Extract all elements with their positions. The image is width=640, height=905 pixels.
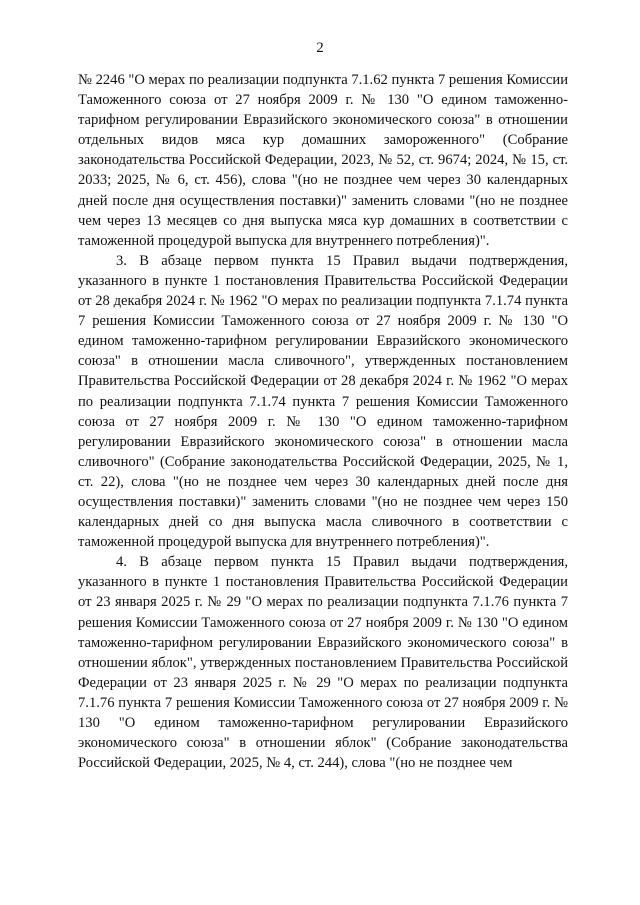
document-body bbox=[78, 70, 568, 773]
paragraph-item-3: 3. В абзаце первом пункта 15 Правил выдачи подтверждения, указанного в пункте 1 постановления Правительства Российской Федерации от 28 декабря 2024 г. № 1962 "О мерах по реализации подпункта 7.1.74 пункта 7 решения Комиссии Таможенного союза от 27 ноября 2009 г. № 130 "О едином таможенно-тарифном регулировании Евразийского экономического союза" в отношении масла сливочного", утвержденных постановлением Правительства Российской Федерации от 28 декабря 2024 г. № 1962 "О мерах по реализации подпункта 7.1.74 пункта 7 решения Комиссии Таможенного союза от 27 ноября 2009 г. № 130 "О едином таможенно-тарифном регулировании Евразийского экономического союза" в отношении масла сливочного" (Собрание законодательства Российской Федерации, 2025, № 1, ст. 22), слова "(но не позднее чем через 30 календарных дней после дня осуществления поставки)" заменить словами "(но не позднее чем через 150 календарных дней со дня выпуска масла сливочного в соответствии с таможенной процедурой выпуска для внутреннего потребления)". bbox=[78, 252, 568, 551]
paragraph-continuation: № 2246 "О мерах по реализации подпункта 7.1.62 пункта 7 решения Комиссии Таможенного союза от 27 ноября 2009 г. № 130 "О едином таможенно-тарифном регулировании Евразийского экономического союза" в отношении отдельных видов мяса кур домашних замороженного" (Собрание законодательства Российской Федерации, 2023, № 52, ст. 9674; 2024, № 15, ст. 2033; 2025, № 6, ст. 456), слова "(но не позднее чем через 30 календарных дней после дня осуществления поставки)" заменить словами "(но не позднее чем через 13 месяцев со дня выпуска мяса кур домашних в соответствии с таможенной процедурой выпуска для внутреннего потребления)". bbox=[78, 72, 569, 249]
paragraph-item-4: 4. В абзаце первом пункта 15 Правил выдачи подтверждения, указанного в пункте 1 постановления Правительства Российской Федерации от 23 января 2025 г. № 29 "О мерах по реализации подпункта 7.1.76 пункта 7 решения Комиссии Таможенного союза от 27 ноября 2009 г. № 130 "О едином таможенно-тарифном регулировании Евразийского экономического союза" в отношении яблок", утвержденных постановлением Правительства Российской Федерации от 23 января 2025 г. № 29 "О мерах по реализации подпункта 7.1.76 пункта 7 решения Комиссии Таможенного союза от 27 ноября 2009 г. № 130 "О едином таможенно-тарифном регулировании Евразийского экономического союза" в отношении яблок" (Собрание законодательства Российской Федерации, 2025, № 4, ст. 244), слова "(но не позднее чем bbox=[78, 554, 568, 772]
page-number: 2 bbox=[316, 40, 324, 56]
